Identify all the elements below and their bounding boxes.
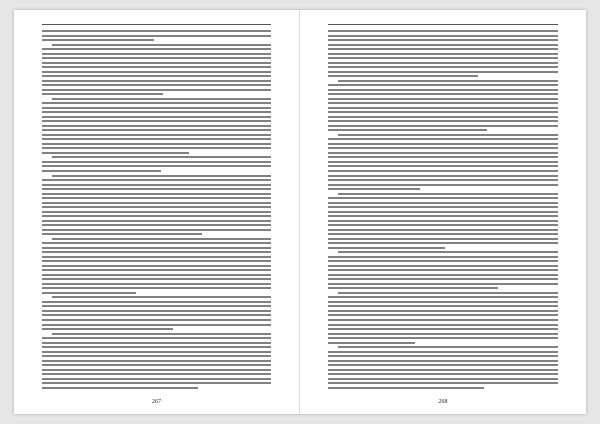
text-line-placeholder	[328, 364, 558, 366]
text-line-placeholder	[328, 373, 558, 375]
text-line-placeholder	[328, 30, 558, 32]
text-line-placeholder	[42, 57, 271, 59]
text-line-placeholder	[328, 170, 558, 172]
text-line-placeholder	[42, 89, 271, 91]
text-line-placeholder	[328, 369, 558, 371]
text-line-placeholder	[42, 134, 271, 136]
text-line-placeholder	[338, 346, 558, 348]
text-line-placeholder	[328, 147, 558, 149]
text-line-placeholder	[42, 53, 271, 55]
text-line-placeholder	[328, 202, 558, 204]
text-line-placeholder	[42, 120, 271, 122]
text-line-placeholder	[42, 129, 271, 131]
text-line-placeholder	[328, 48, 558, 50]
text-line-placeholder	[42, 93, 163, 95]
text-line-placeholder	[328, 355, 558, 357]
text-line-placeholder	[328, 260, 558, 262]
text-line-placeholder	[328, 310, 558, 312]
text-line-placeholder	[328, 283, 558, 285]
text-line-placeholder	[42, 324, 271, 326]
text-line-placeholder	[42, 39, 154, 41]
text-line-placeholder	[328, 229, 558, 231]
text-line-placeholder	[328, 324, 558, 326]
text-line-placeholder	[42, 301, 271, 303]
text-line-placeholder	[328, 378, 558, 380]
text-line-placeholder	[42, 314, 271, 316]
text-line-placeholder	[328, 351, 558, 353]
text-line-placeholder	[42, 364, 271, 366]
text-line-placeholder	[42, 161, 271, 163]
text-line-placeholder	[328, 161, 558, 163]
text-line-placeholder	[328, 129, 487, 131]
text-line-placeholder	[328, 66, 558, 68]
text-line-placeholder	[42, 197, 271, 199]
text-line-placeholder	[328, 120, 558, 122]
text-line-placeholder	[328, 382, 558, 384]
text-line-placeholder	[328, 360, 558, 362]
text-line-placeholder	[328, 319, 558, 321]
header-rule	[42, 24, 271, 25]
text-line-placeholder	[42, 269, 271, 271]
text-line-placeholder	[328, 314, 558, 316]
text-line-placeholder	[328, 269, 558, 271]
text-line-placeholder	[42, 251, 271, 253]
text-line-placeholder	[328, 333, 558, 335]
text-line-placeholder	[42, 220, 271, 222]
text-line-placeholder	[328, 220, 558, 222]
text-line-placeholder	[42, 342, 271, 344]
text-line-placeholder	[328, 215, 558, 217]
text-line-placeholder	[42, 265, 271, 267]
text-line-placeholder	[42, 125, 271, 127]
text-line-placeholder	[52, 238, 271, 240]
text-line-placeholder	[328, 116, 558, 118]
page-number: 267	[152, 399, 161, 405]
text-line-placeholder	[328, 98, 558, 100]
text-line-placeholder	[42, 143, 271, 145]
text-line-placeholder	[42, 62, 271, 64]
text-line-placeholder	[42, 170, 161, 172]
text-line-placeholder	[328, 247, 445, 249]
text-line-placeholder	[52, 44, 271, 46]
text-line-placeholder	[42, 242, 271, 244]
text-line-placeholder	[42, 229, 271, 231]
text-line-placeholder	[42, 274, 271, 276]
text-line-placeholder	[328, 179, 558, 181]
text-line-placeholder	[42, 35, 271, 37]
text-line-placeholder	[42, 305, 271, 307]
text-line-placeholder	[328, 152, 558, 154]
text-line-placeholder	[328, 111, 558, 113]
text-line-placeholder	[42, 351, 271, 353]
text-line-placeholder	[338, 134, 558, 136]
text-line-placeholder	[42, 328, 173, 330]
text-line-placeholder	[328, 93, 558, 95]
text-line-placeholder	[328, 165, 558, 167]
text-line-placeholder	[52, 98, 271, 100]
text-line-placeholder	[42, 224, 271, 226]
text-line-placeholder	[42, 346, 271, 348]
text-line-placeholder	[328, 84, 558, 86]
text-line-placeholder	[42, 179, 271, 181]
text-line-placeholder	[42, 188, 271, 190]
text-line-placeholder	[328, 102, 558, 104]
text-line-placeholder	[328, 211, 558, 213]
text-line-placeholder	[52, 333, 271, 335]
text-line-placeholder	[52, 156, 271, 158]
text-line-placeholder	[42, 152, 189, 154]
text-line-placeholder	[328, 287, 498, 289]
text-line-placeholder	[42, 193, 271, 195]
text-line-placeholder	[328, 274, 558, 276]
text-line-placeholder	[328, 89, 558, 91]
page-left	[14, 10, 300, 414]
text-line-placeholder	[42, 337, 271, 339]
text-line-placeholder	[328, 278, 558, 280]
text-line-placeholder	[328, 256, 558, 258]
page-right	[300, 10, 586, 414]
text-line-placeholder	[42, 382, 271, 384]
text-line-placeholder	[42, 256, 271, 258]
text-line-placeholder	[338, 80, 558, 82]
text-line-placeholder	[42, 48, 271, 50]
text-line-placeholder	[42, 360, 271, 362]
text-line-placeholder	[328, 305, 558, 307]
text-line-placeholder	[328, 301, 558, 303]
text-line-placeholder	[42, 116, 271, 118]
text-line-placeholder	[42, 107, 271, 109]
text-line-placeholder	[42, 206, 271, 208]
text-line-placeholder	[328, 328, 558, 330]
text-line-placeholder	[328, 342, 415, 344]
text-line-placeholder	[42, 111, 271, 113]
text-line-placeholder	[328, 156, 558, 158]
text-line-placeholder	[52, 296, 271, 298]
text-line-placeholder	[328, 233, 558, 235]
text-line-placeholder	[328, 62, 558, 64]
text-line-placeholder	[338, 193, 558, 195]
text-line-placeholder	[42, 283, 271, 285]
text-line-placeholder	[42, 80, 271, 82]
text-line-placeholder	[328, 44, 558, 46]
text-line-placeholder	[42, 84, 271, 86]
text-line-placeholder	[42, 102, 271, 104]
text-line-placeholder	[42, 319, 271, 321]
text-line-placeholder	[42, 66, 271, 68]
text-line-placeholder	[328, 138, 558, 140]
text-line-placeholder	[42, 71, 271, 73]
text-line-placeholder	[42, 369, 271, 371]
text-line-placeholder	[328, 143, 558, 145]
text-line-placeholder	[42, 310, 271, 312]
text-line-placeholder	[42, 247, 271, 249]
page-number: 268	[438, 399, 448, 405]
text-line-placeholder	[328, 71, 558, 73]
text-line-placeholder	[328, 337, 558, 339]
body-text-block	[328, 30, 558, 392]
text-line-placeholder	[42, 373, 271, 375]
header-rule	[328, 24, 558, 25]
text-line-placeholder	[42, 184, 271, 186]
text-line-placeholder	[42, 387, 198, 389]
text-line-placeholder	[328, 57, 558, 59]
text-line-placeholder	[338, 292, 558, 294]
text-line-placeholder	[42, 287, 271, 289]
text-line-placeholder	[328, 387, 484, 389]
text-line-placeholder	[328, 188, 420, 190]
text-line-placeholder	[42, 215, 271, 217]
document-spread	[14, 10, 586, 414]
text-line-placeholder	[42, 378, 271, 380]
text-line-placeholder	[42, 165, 271, 167]
text-line-placeholder	[42, 75, 271, 77]
text-line-placeholder	[328, 125, 558, 127]
text-line-placeholder	[328, 75, 478, 77]
text-line-placeholder	[328, 175, 558, 177]
text-line-placeholder	[328, 107, 558, 109]
text-line-placeholder	[42, 211, 271, 213]
text-line-placeholder	[42, 147, 271, 149]
text-line-placeholder	[42, 138, 271, 140]
text-line-placeholder	[52, 175, 271, 177]
text-line-placeholder	[42, 233, 202, 235]
text-line-placeholder	[328, 265, 558, 267]
text-line-placeholder	[338, 251, 558, 253]
text-line-placeholder	[42, 202, 271, 204]
text-line-placeholder	[42, 260, 271, 262]
text-line-placeholder	[328, 184, 558, 186]
text-line-placeholder	[328, 224, 558, 226]
body-text-block	[42, 30, 271, 392]
text-line-placeholder	[42, 30, 271, 32]
text-line-placeholder	[328, 35, 558, 37]
text-line-placeholder	[328, 39, 558, 41]
text-line-placeholder	[328, 197, 558, 199]
text-line-placeholder	[42, 355, 271, 357]
text-line-placeholder	[328, 242, 558, 244]
text-line-placeholder	[328, 296, 558, 298]
text-line-placeholder	[328, 206, 558, 208]
text-line-placeholder	[42, 292, 136, 294]
text-line-placeholder	[42, 278, 271, 280]
text-line-placeholder	[328, 53, 558, 55]
text-line-placeholder	[328, 238, 558, 240]
